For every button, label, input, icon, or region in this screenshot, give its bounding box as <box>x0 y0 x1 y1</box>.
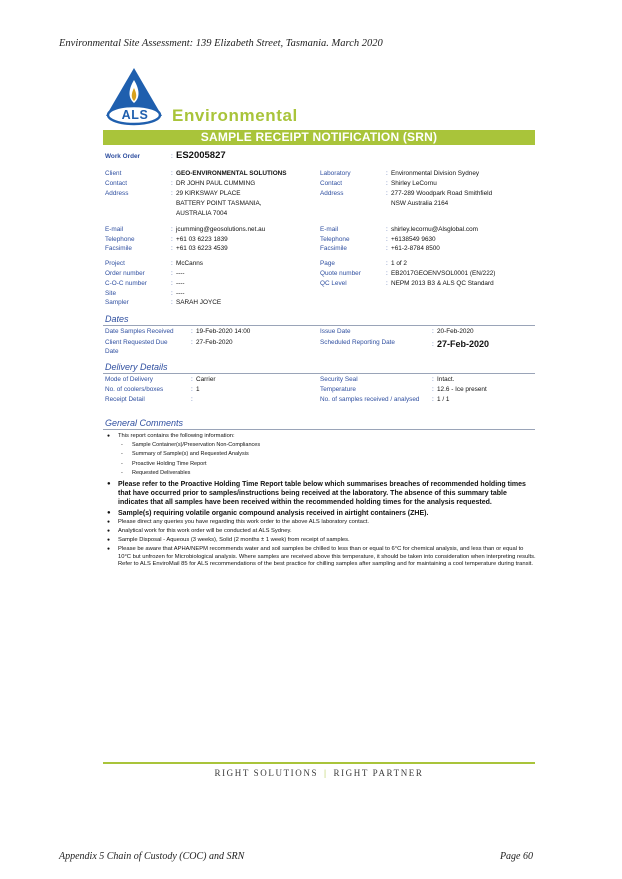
project-label: Project <box>105 260 125 267</box>
scheduled-reporting-value: 27-Feb-2020 <box>437 339 490 349</box>
colon: : <box>386 236 388 243</box>
colon: : <box>386 260 388 267</box>
colon: : <box>171 170 173 177</box>
qc-level-value: NEPM 2013 B3 & ALS QC Standard <box>391 280 494 287</box>
coc-number-label: C-O-C number <box>105 280 147 287</box>
coolers-value: 1 <box>196 386 200 393</box>
security-seal-value: Intact. <box>437 376 455 383</box>
footer-green-rule <box>103 762 535 764</box>
site-label: Site <box>105 290 117 297</box>
lab-telephone-label: Telephone <box>320 236 350 243</box>
lab-contact-label: Contact <box>320 180 343 187</box>
srn-banner-title: SAMPLE RECEIPT NOTIFICATION (SRN) <box>103 130 535 145</box>
lab-address-label: Address <box>320 190 344 197</box>
colon: : <box>171 299 173 306</box>
als-logo <box>104 66 174 126</box>
lab-telephone-value: +6138549 9630 <box>391 236 436 243</box>
telephone-value: +61 03 6223 1839 <box>176 236 228 243</box>
dates-section-title: Dates <box>105 314 129 324</box>
lab-address-line-2: NSW Australia 2164 <box>391 200 449 207</box>
general-comments-list <box>106 433 536 570</box>
document-header-caption: Environmental Site Assessment: 139 Elizabeth Street, Tasmania. March 2020 <box>59 38 383 49</box>
colon: : <box>191 396 193 403</box>
page-label: Page <box>320 260 335 267</box>
comment-subitem: - Requested Deliverables <box>106 470 536 478</box>
colon: : <box>171 260 173 267</box>
page-value: 1 of 2 <box>391 260 407 267</box>
lab-facsimile-label: Facsimile <box>320 245 347 252</box>
comment-subitem: - Proactive Holding Time Report <box>106 461 536 469</box>
tagline-separator: | <box>324 768 328 778</box>
lab-facsimile-value: +61-2-8784 8500 <box>391 245 440 252</box>
client-due-label-line1: Client Requested Due <box>105 339 168 346</box>
laboratory-label: Laboratory <box>320 170 351 177</box>
client-value: GEO-ENVIRONMENTAL SOLUTIONS <box>176 170 287 177</box>
contact-label: Contact <box>105 180 128 187</box>
address-line-1: 29 KIRKSWAY PLACE <box>176 190 241 197</box>
comment-intro: ● This report contains the following information: <box>106 433 536 441</box>
section-divider <box>103 429 535 430</box>
sampler-label: Sampler <box>105 299 129 306</box>
comment-apha: ● Please be aware that APHA/NEPM recommends water and soil samples be chilled to less than or equal to 6°C for chemical analysis, and less than or equal to 10°C but unfrozen for Microbiological analysis. Where samples are received above this temperature, it should be taken into consideration when interpreting results. Refer to ALS EnviroMail 85 for ALS recommendations of the best practice for chilling samples after sampling and for maintaining a cool temperature during transit. <box>106 546 536 569</box>
colon: : <box>191 386 193 393</box>
colon: : <box>386 280 388 287</box>
temperature-label: Temperature <box>320 386 356 393</box>
section-divider <box>103 373 535 374</box>
site-value: ---- <box>176 290 185 297</box>
scheduled-reporting-label: Scheduled Reporting Date <box>320 339 395 346</box>
email-label: E-mail <box>105 226 124 233</box>
comment-holding-time: ● Please refer to the Proactive Holding Time Report table below which summarises breaches of recommended holding times that have occurred prior to samples/instructions being received at the laboratory. The absence of this summary table indicates that all samples have been received within the recommended holding times for the analysis requested. <box>106 480 536 508</box>
qc-level-label: QC Level <box>320 280 347 287</box>
colon: : <box>386 226 388 233</box>
lab-email-value[interactable]: shirley.lecornu@Alsglobal.com <box>391 226 478 233</box>
security-seal-label: Security Seal <box>320 376 358 383</box>
colon: : <box>432 386 434 393</box>
facsimile-value: +61 03 6223 4539 <box>176 245 228 252</box>
lab-address-line-1: 277-289 Woodpark Road Smithfield <box>391 190 493 197</box>
work-order-label: Work Order <box>105 153 141 160</box>
colon: : <box>386 245 388 252</box>
comment-disposal: ● Sample Disposal - Aqueous (3 weeks), Solid (2 months ± 1 week) from receipt of samples. <box>106 537 536 545</box>
colon: : <box>432 341 434 348</box>
samples-count-value: 1 / 1 <box>437 396 450 403</box>
project-value: McCanns <box>176 260 203 267</box>
samples-count-label: No. of samples received / analysed <box>320 396 420 403</box>
colon: : <box>171 190 173 197</box>
tagline <box>103 768 535 778</box>
colon: : <box>432 396 434 403</box>
colon: : <box>171 280 173 287</box>
comment-subitem: - Summary of Sample(s) and Requested Analysis <box>106 451 536 459</box>
work-order-value: ES2005827 <box>176 150 226 161</box>
footer-page-number: Page 60 <box>499 851 533 862</box>
mode-of-delivery-value: Carrier <box>196 376 216 383</box>
als-logo-text: ALS <box>121 108 149 122</box>
colon: : <box>171 180 173 187</box>
issue-date-value: 20-Feb-2020 <box>437 328 474 335</box>
lab-contact-value: Shirley LeCornu <box>391 180 437 187</box>
colon: : <box>191 328 193 335</box>
colon: : <box>432 376 434 383</box>
receipt-detail-label: Receipt Detail <box>105 396 145 403</box>
tagline-right: RIGHT PARTNER <box>333 768 424 778</box>
contact-value: DR JOHN PAUL CUMMING <box>176 180 256 187</box>
colon: : <box>171 245 173 252</box>
date-received-label: Date Samples Received <box>105 328 174 335</box>
colon: : <box>386 190 388 197</box>
coc-number-value: ---- <box>176 280 185 287</box>
order-number-value: ---- <box>176 270 185 277</box>
colon: : <box>386 270 388 277</box>
quote-number-value: EB2017GEOENVSOL0001 (EN/222) <box>391 270 496 277</box>
lab-email-label: E-mail <box>320 226 339 233</box>
email-value[interactable]: jcumming@geosolutions.net.au <box>176 226 266 233</box>
colon: : <box>191 376 193 383</box>
address-line-2: BATTERY POINT TASMANIA, <box>176 200 262 207</box>
issue-date-label: Issue Date <box>320 328 351 335</box>
colon: : <box>386 170 388 177</box>
client-label: Client <box>105 170 122 177</box>
colon: : <box>171 226 173 233</box>
colon: : <box>191 339 193 346</box>
tagline-left: RIGHT SOLUTIONS <box>214 768 319 778</box>
comments-section-title: General Comments <box>105 418 184 428</box>
order-number-label: Order number <box>105 270 145 277</box>
delivery-section-title: Delivery Details <box>105 362 168 372</box>
footer-appendix-caption: Appendix 5 Chain of Custody (COC) and SRN <box>59 851 245 862</box>
mode-of-delivery-label: Mode of Delivery <box>105 376 153 383</box>
comment-queries: ● Please direct any queries you have regarding this work order to the above ALS laboratory contact. <box>106 519 536 527</box>
comment-zhe: ● Sample(s) requiring volatile organic compound analysis received in airtight containers (ZHE). <box>106 509 536 518</box>
colon: : <box>171 290 173 297</box>
comment-subitem: - Sample Container(s)/Preservation Non-Compliances <box>106 442 536 450</box>
temperature-value: 12.6 - Ice present <box>437 386 487 393</box>
telephone-label: Telephone <box>105 236 135 243</box>
comment-analytical: ● Analytical work for this work order will be conducted at ALS Sydney. <box>106 528 536 536</box>
client-due-value: 27-Feb-2020 <box>196 339 233 346</box>
section-divider <box>103 325 535 326</box>
coolers-label: No. of coolers/boxes <box>105 386 164 393</box>
address-line-3: AUSTRALIA 7004 <box>176 210 228 217</box>
date-received-value: 19-Feb-2020 14:00 <box>196 328 251 335</box>
colon: : <box>432 328 434 335</box>
facsimile-label: Facsimile <box>105 245 132 252</box>
laboratory-value: Environmental Division Sydney <box>391 170 480 177</box>
brand-wordmark: Environmental <box>172 106 298 125</box>
colon: : <box>171 270 173 277</box>
quote-number-label: Quote number <box>320 270 361 277</box>
colon: : <box>171 236 173 243</box>
sampler-value: SARAH JOYCE <box>176 299 222 306</box>
colon: : <box>386 180 388 187</box>
colon: : <box>171 153 173 160</box>
client-due-label-line2: Date <box>105 348 119 355</box>
address-label: Address <box>105 190 129 197</box>
